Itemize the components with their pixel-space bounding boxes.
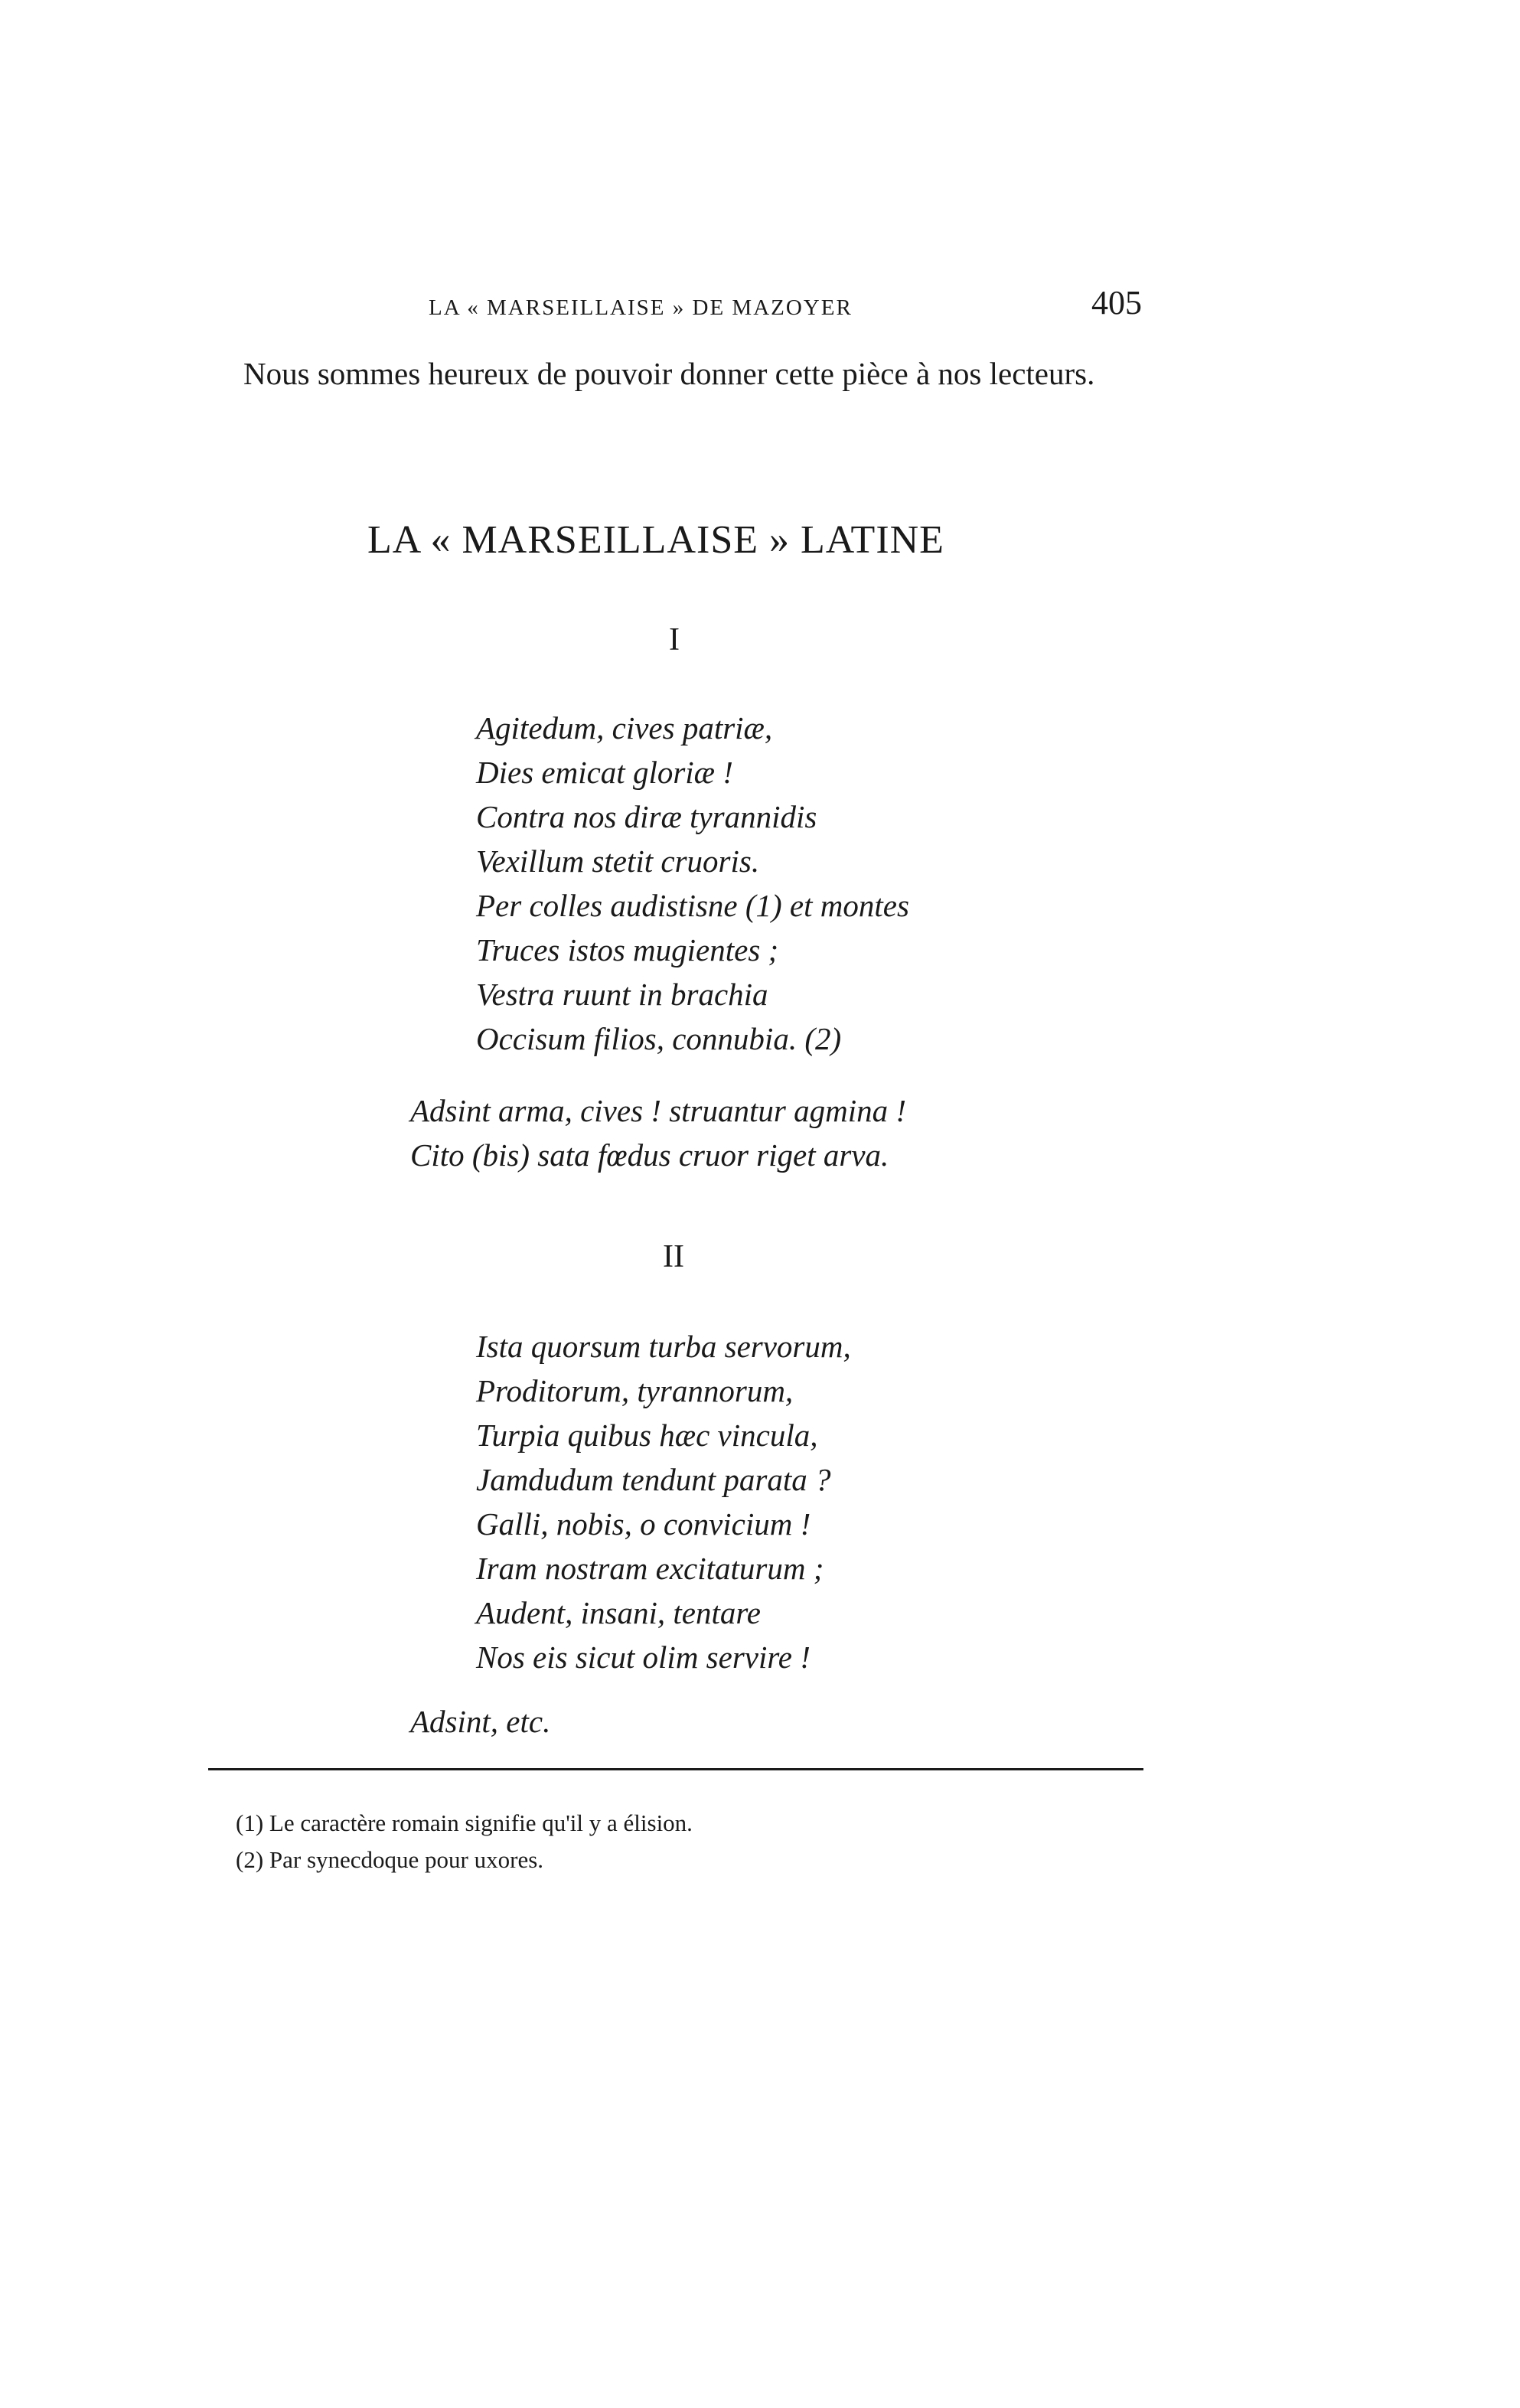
- running-head: LA « MARSEILLAISE » DE MAZOYER: [429, 295, 853, 320]
- page-number: 405: [1091, 284, 1142, 321]
- refrain-line: Adsint arma, cives ! struantur agmina !: [410, 1093, 906, 1128]
- refrain: [410, 1699, 550, 1744]
- verse-line: Turpia quibus hæc vincula,: [476, 1418, 818, 1453]
- stanza-verse: [476, 1324, 851, 1679]
- verse-line: Occisum filios, connubia. (2): [476, 1021, 842, 1056]
- stanza-verse: [476, 706, 909, 1061]
- stanza-number: I: [669, 622, 680, 657]
- refrain-line: Cito (bis) sata fœdus cruor riget arva.: [410, 1137, 889, 1173]
- footnote: (2) Par synecdoque pour uxores.: [236, 1846, 544, 1873]
- verse-line: Per colles audistisne (1) et montes: [476, 888, 909, 923]
- refrain-line: Adsint, etc.: [410, 1704, 551, 1739]
- verse-line: Contra nos diræ tyrannidis: [476, 799, 817, 834]
- verse-line: Audent, insani, tentare: [476, 1595, 761, 1630]
- refrain: [410, 1088, 906, 1177]
- verse-line: Proditorum, tyrannorum,: [476, 1373, 794, 1408]
- verse-line: Agitedum, cives patriæ,: [476, 710, 773, 746]
- stanza-number: II: [663, 1239, 684, 1274]
- verse-line: Nos eis sicut olim servire !: [476, 1640, 811, 1675]
- verse-line: Truces istos mugientes ;: [476, 932, 779, 967]
- intro-paragraph: Nous sommes heureux de pouvoir donner cette pièce à nos lecteurs.: [243, 356, 1095, 391]
- verse-line: Vexillum stetit cruoris.: [476, 843, 760, 879]
- verse-line: Ista quorsum turba servorum,: [476, 1329, 851, 1364]
- footnotes: [236, 1805, 693, 1878]
- footnote: (1) Le caractère romain signifie qu'il y a élision.: [236, 1809, 693, 1836]
- verse-line: Galli, nobis, o convicium !: [476, 1506, 811, 1542]
- verse-line: Jamdudum tendunt parata ?: [476, 1462, 831, 1497]
- verse-line: Vestra ruunt in brachia: [476, 977, 768, 1012]
- verse-line: Iram nostram excitaturum ;: [476, 1551, 824, 1586]
- verse-line: Dies emicat gloriæ !: [476, 755, 733, 790]
- footnote-rule: [208, 1768, 1143, 1770]
- poem-title: LA « MARSEILLAISE » LATINE: [367, 518, 944, 562]
